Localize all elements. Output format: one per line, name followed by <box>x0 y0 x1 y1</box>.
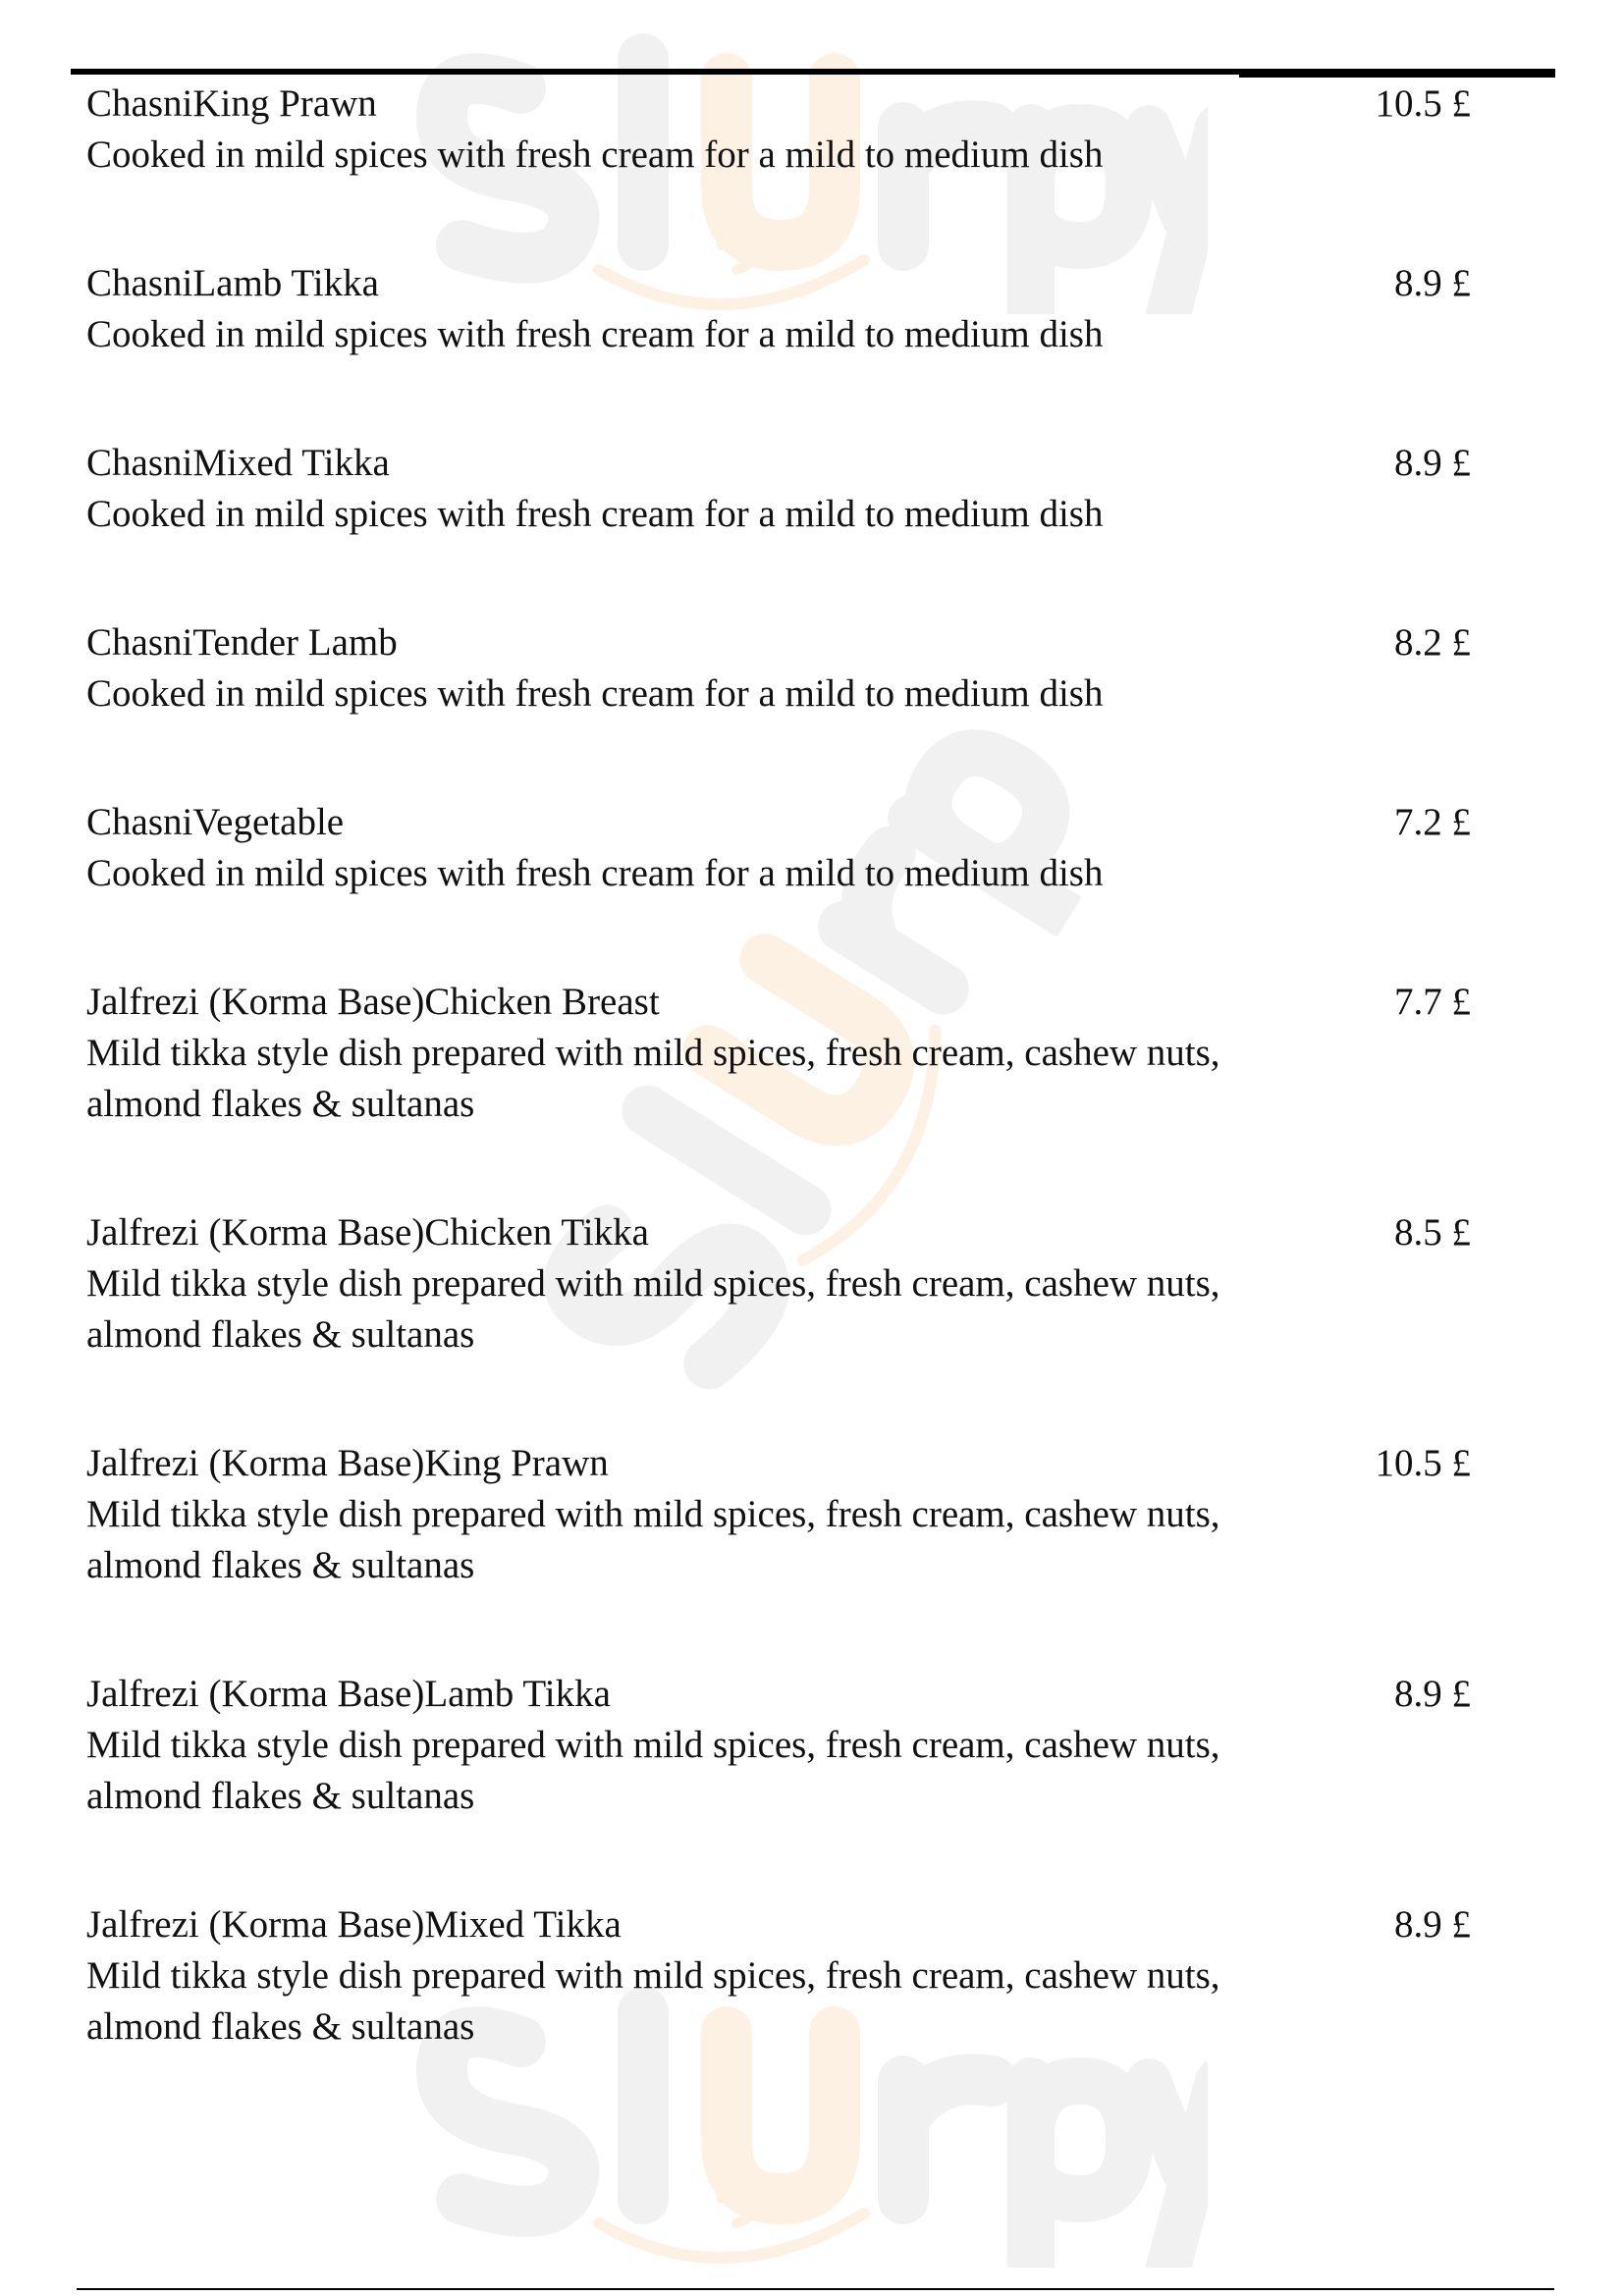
menu-item-price: 7.7 £ <box>1394 981 1471 1023</box>
menu-item-price: 8.9 £ <box>1394 442 1471 484</box>
menu-item-description: Mild tikka style dish prepared with mild spices, fresh cream, cashew nuts, almond flakes & sultanas <box>86 1262 1220 1356</box>
menu-item-name: ChasniMixed Tikka <box>86 442 390 484</box>
menu-item <box>86 79 1471 181</box>
menu-item-name: Jalfrezi (Korma Base)Mixed Tikka <box>86 1903 622 1946</box>
menu-item-price: 10.5 £ <box>1375 82 1471 125</box>
menu-item <box>86 1438 1471 1591</box>
menu-item <box>86 1207 1471 1361</box>
menu-item-name: Jalfrezi (Korma Base)King Prawn <box>86 1442 609 1484</box>
menu-item-description: Cooked in mild spices with fresh cream for a mild to medium dish <box>86 852 1104 894</box>
menu-item-description: Mild tikka style dish prepared with mild spices, fresh cream, cashew nuts, almond flakes & sultanas <box>86 1493 1220 1586</box>
menu-item <box>86 258 1471 360</box>
menu-item-price: 8.5 £ <box>1394 1211 1471 1254</box>
menu-item-name: Jalfrezi (Korma Base)Chicken Tikka <box>86 1211 649 1254</box>
menu-item-name: ChasniTender Lamb <box>86 621 398 664</box>
menu-item <box>86 797 1471 899</box>
menu-item-name: Jalfrezi (Korma Base)Lamb Tikka <box>86 1673 611 1715</box>
menu-item-name: ChasniVegetable <box>86 801 345 843</box>
menu-item-name: Jalfrezi (Korma Base)Chicken Breast <box>86 981 660 1023</box>
menu-item-price: 10.5 £ <box>1375 1442 1471 1484</box>
bottom-divider <box>77 2288 1554 2290</box>
menu-item-description: Cooked in mild spices with fresh cream for a mild to medium dish <box>86 672 1104 715</box>
menu-item-description: Cooked in mild spices with fresh cream for a mild to medium dish <box>86 493 1104 535</box>
menu-item-price: 8.9 £ <box>1394 1903 1471 1946</box>
menu-item <box>86 977 1471 1130</box>
menu-item <box>86 617 1471 720</box>
menu-item <box>86 438 1471 540</box>
menu-item-price: 8.9 £ <box>1394 262 1471 304</box>
menu-item-description: Mild tikka style dish prepared with mild spices, fresh cream, cashew nuts, almond flakes & sultanas <box>86 1032 1220 1125</box>
top-divider <box>71 69 1555 75</box>
menu-item-description: Cooked in mild spices with fresh cream for a mild to medium dish <box>86 313 1104 355</box>
menu-item-description: Cooked in mild spices with fresh cream for a mild to medium dish <box>86 133 1104 176</box>
menu-item-price: 7.2 £ <box>1394 801 1471 843</box>
menu-item <box>86 1669 1471 1822</box>
menu-item <box>86 1899 1471 2053</box>
menu-item-price: 8.2 £ <box>1394 621 1471 664</box>
menu-item-description: Mild tikka style dish prepared with mild spices, fresh cream, cashew nuts, almond flakes & sultanas <box>86 1954 1220 2048</box>
menu-item-price: 8.9 £ <box>1394 1673 1471 1715</box>
menu-item-name: ChasniKing Prawn <box>86 82 377 125</box>
menu-item-description: Mild tikka style dish prepared with mild spices, fresh cream, cashew nuts, almond flakes & sultanas <box>86 1724 1220 1817</box>
menu-item-name: ChasniLamb Tikka <box>86 262 379 304</box>
